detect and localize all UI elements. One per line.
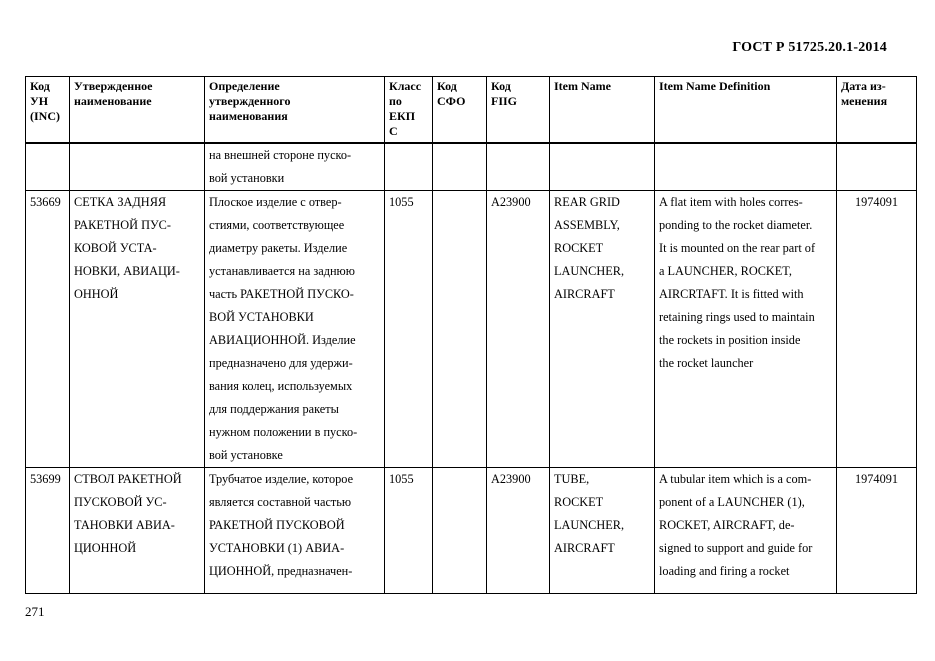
cell-fiig [487,143,550,191]
column-header-approved-name: Утвержденное наименование [70,77,205,144]
cell-inc [26,143,70,191]
table-row [26,143,917,191]
cell-change-date: 1974091 [837,468,917,594]
cell-fiig: A23900 [487,191,550,468]
cell-inc: 53669 [26,191,70,468]
column-header-fiig: Код FIIG [487,77,550,144]
column-header-inc: Код УН (INC) [26,77,70,144]
cell-sfo [433,468,487,594]
specification-table [25,76,917,594]
cell-item-definition: A flat item with holes corres- ponding to the rocket diameter. It is mounted on the rear part of a LAUNCHER, ROCKET, AIRCRTAFT. It is fitted with retaining rings used to maintain the rockets in position inside the rocket launcher [655,191,837,468]
cell-change-date [837,143,917,191]
cell-item-name: TUBE, ROCKET LAUNCHER, AIRCRAFT [550,468,655,594]
column-header-item-definition: Item Name Definition [655,77,837,144]
column-header-sfo: Код СФО [433,77,487,144]
document-title: ГОСТ Р 51725.20.1-2014 [732,40,887,55]
cell-class [385,143,433,191]
cell-approved-name: СЕТКА ЗАДНЯЯ РАКЕТНОЙ ПУС- КОВОЙ УСТА- НОВКИ, АВИАЦИ- ОННОЙ [70,191,205,468]
column-header-definition: Определение утвержденного наименования [205,77,385,144]
column-header-class: Класс по ЕКП С [385,77,433,144]
cell-item-name: REAR GRID ASSEMBLY, ROCKET LAUNCHER, AIRCRAFT [550,191,655,468]
cell-sfo [433,143,487,191]
cell-definition: Плоское изделие с отвер- стиями, соответствующее диаметру ракеты. Изделие устанавливается на заднюю часть РАКЕТНОЙ ПУСКО- ВОЙ УСТАНОВКИ АВИАЦИОННОЙ. Изделие предназначено для удержи- вания колец, используемых для поддержания ракеты нужном положении в пуско- вой установке [205,191,385,468]
cell-class: 1055 [385,468,433,594]
cell-definition: на внешней стороне пуско- вой установки [205,143,385,191]
cell-approved-name: СТВОЛ РАКЕТНОЙ ПУСКОВОЙ УС- ТАНОВКИ АВИА- ЦИОННОЙ [70,468,205,594]
cell-change-date: 1974091 [837,191,917,468]
page-number: 271 [25,604,45,619]
cell-fiig: A23900 [487,468,550,594]
table-row [26,191,917,468]
cell-approved-name [70,143,205,191]
cell-item-definition: A tubular item which is a com- ponent of a LAUNCHER (1), ROCKET, AIRCRAFT, de- signed to support and guide for loading and firing a rocket [655,468,837,594]
column-header-item-name: Item Name [550,77,655,144]
table-header-row [26,77,917,144]
cell-definition: Трубчатое изделие, которое является составной частью РАКЕТНОЙ ПУСКОВОЙ УСТАНОВКИ (1) АВИА- ЦИОННОЙ, предназначен- [205,468,385,594]
cell-item-definition [655,143,837,191]
cell-inc: 53699 [26,468,70,594]
table-row [26,468,917,594]
column-header-change-date: Дата из- менения [837,77,917,144]
cell-class: 1055 [385,191,433,468]
cell-sfo [433,191,487,468]
cell-item-name [550,143,655,191]
